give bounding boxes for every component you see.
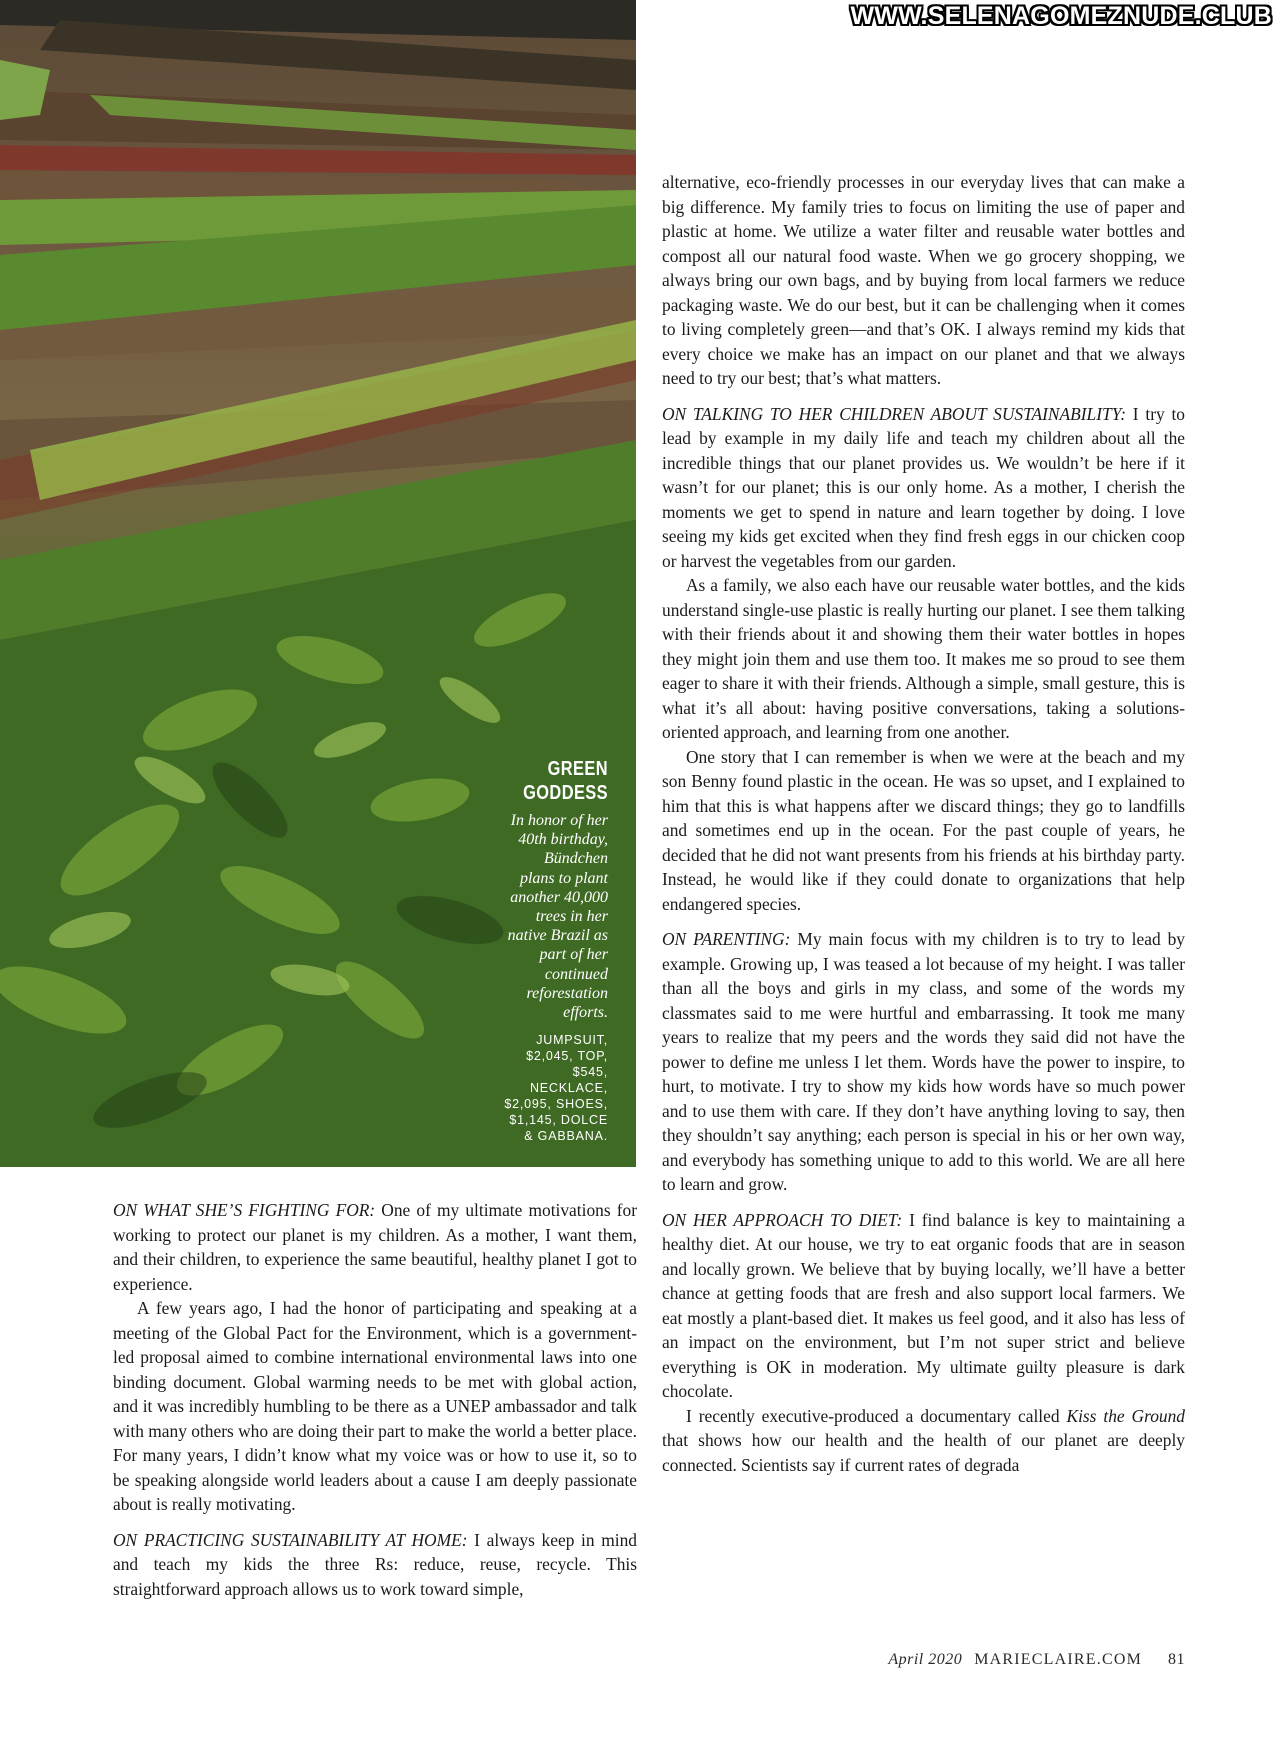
paragraph-text: A few years ago, I had the honor of participating and speaking at a meeting of the Global Pact for the Environment, which is a government-led proposal aimed to combine international environmental laws into one binding document. Global warming needs to be met with global action, and it was incredibly humbling to be there as a UNEP ambassador and talk with many others who are doing their part to make the world a better place. For many years, I didn’t know what my voice was or how to use it, so to be speaking alongside world leaders about a cause I am deeply passionate about is really motivating. bbox=[113, 1298, 637, 1514]
garden-photo bbox=[0, 0, 636, 1167]
section-lead: ON TALKING TO HER CHILDREN ABOUT SUSTAINABILITY: bbox=[662, 403, 1127, 424]
caption-body: In honor of her 40th birthday, Bündchen plans to plant another 40,000 trees in her native Brazil as part of her continued reforestation efforts. bbox=[507, 812, 608, 1022]
paragraph-water-bottles bbox=[662, 573, 1185, 745]
section-lead: ON PRACTICING SUSTAINABILITY AT HOME: bbox=[113, 1529, 468, 1550]
paragraph-text: As a family, we also each have our reusable water bottles, and the kids understand single-use plastic is really hurting our planet. I see them talking with their friends about it and showing them their water bottles in hopes they might join them and use them too. It makes me so proud to see them eager to share it with their friends. Although a simple, small gesture, this is what it’s all about: having positive conversations, taking a solutions-oriented approach, and learning from one another. bbox=[662, 575, 1185, 742]
watermark: WWW.SELENAGOMEZNUDE.CLUB bbox=[850, 2, 1272, 30]
paragraph-text: I always keep in mind and teach my kids the three Rs: reduce, reuse, recycle. This straightforward approach allows us to work toward simple, bbox=[113, 1529, 637, 1599]
page-number: 81 bbox=[1168, 1651, 1185, 1668]
issue-date: April 2020 bbox=[888, 1651, 963, 1668]
paragraph-sustainability-home bbox=[113, 1528, 637, 1602]
paragraph-text: One story that I can remember is when we were at the beach and my son Benny found plastic in the ocean. He was so upset, and I explained to him that this is what happens after we discard things; they go to landfills and sometimes end up in the ocean. For the past couple of years, he decided that he did not want presents from his friends at his birthday party. Instead, he would like if they could donate to organizations that help endangered species. bbox=[662, 746, 1185, 914]
paragraph-global-pact bbox=[113, 1296, 637, 1517]
paragraph-text: I try to lead by example in my daily life and teach my children about all the incredible things that our planet provides us. We wouldn’t be here if it wasn’t for our planet; this is our only home. As a mother, I cherish the moments we get to spend in nature and learn together by doing. I love seeing my kids get excited when they find fresh eggs in our chicken coop or harvest the vegetables from our garden. bbox=[662, 403, 1185, 571]
paragraph-text: One of my ultimate motivations for working to protect our planet is my children. As a mother, I want them, and their children, to experience the same beautiful, healthy planet I got to experience. bbox=[113, 1200, 638, 1294]
paragraph-diet bbox=[662, 1208, 1185, 1404]
section-lead: ON WHAT SHE’S FIGHTING FOR: bbox=[113, 1200, 376, 1220]
right-text-column bbox=[662, 170, 1185, 1477]
caption-title: GREEN GODDESS bbox=[523, 758, 608, 804]
paragraph-benny-story bbox=[662, 745, 1185, 917]
paragraph-text: alternative, eco-friendly processes in our everyday lives that can make a big difference. My family tries to focus on limiting the use of paper and plastic at home. We utilize a water filter and reusable water bottles and compost all our natural food waste. When we go grocery shopping, we always bring our own bags, and by buying from local farmers we reduce packaging waste. We do our best, but it can be challenging when it comes to living completely green—and that’s OK. I always remind my kids that every choice we make has an impact on our planet and that we always need to try our best; that’s what matters. bbox=[662, 172, 1185, 388]
paragraph-fighting-for bbox=[113, 1198, 637, 1296]
section-lead: ON PARENTING: bbox=[662, 929, 791, 949]
paragraph-text: I find balance is key to maintaining a healthy diet. At our house, we try to eat organic foods that are in season and locally grown. We believe that by buying locally, we’ll have a better chance at getting foods that are fresh and also support local farmers. We eat mostly a plant-based diet. It makes us feel good, and it also has less of an impact on the environment, but I’m not super strict and believe everything is OK in moderation. My ultimate guilty pleasure is dark chocolate. bbox=[662, 1209, 1186, 1401]
paragraph-parenting bbox=[662, 927, 1185, 1197]
left-text-column bbox=[113, 1198, 637, 1601]
paragraph-text: I recently executive-produced a documentary called bbox=[686, 1405, 1067, 1426]
paragraph-talking-to-children bbox=[662, 402, 1185, 574]
site-name: MARIECLAIRE.COM bbox=[974, 1651, 1142, 1668]
paragraph-text: that shows how our health and the health of our planet are deeply connected. Scientists say if current rates of degrada bbox=[662, 1430, 1185, 1475]
paragraph-documentary bbox=[662, 1404, 1185, 1478]
paragraph-text: My main focus with my children is to try to lead by example. Growing up, I was teased a lot because of my height. I was taller than all the boys and girls in my class, and some of the words my classmates said to me were hurtful and embarrassing. It took me many years to realize that my peers and the words they said did not have the power to define me unless I let them. Words have the power to inspire, to hurt, to motivate. I try to show my kids how words have so much power and to use them with care. If they don’t have anything loving to say, then they shouldn’t say anything; each person is special in his or her own way, and everybody has something unique to add to this world. We are all here to learn and grow. bbox=[662, 929, 1185, 1194]
photo-caption bbox=[468, 757, 608, 1144]
paragraph-eco-processes bbox=[662, 170, 1185, 391]
section-lead: ON HER APPROACH TO DIET: bbox=[662, 1209, 903, 1230]
caption-credit: JUMPSUIT, $2,045, TOP, $545, NECKLACE, $2,095, SHOES, $1,145, DOLCE & GABBANA. bbox=[504, 1033, 608, 1144]
page-footer bbox=[888, 1651, 1185, 1669]
documentary-title: Kiss the Ground bbox=[1066, 1405, 1185, 1426]
